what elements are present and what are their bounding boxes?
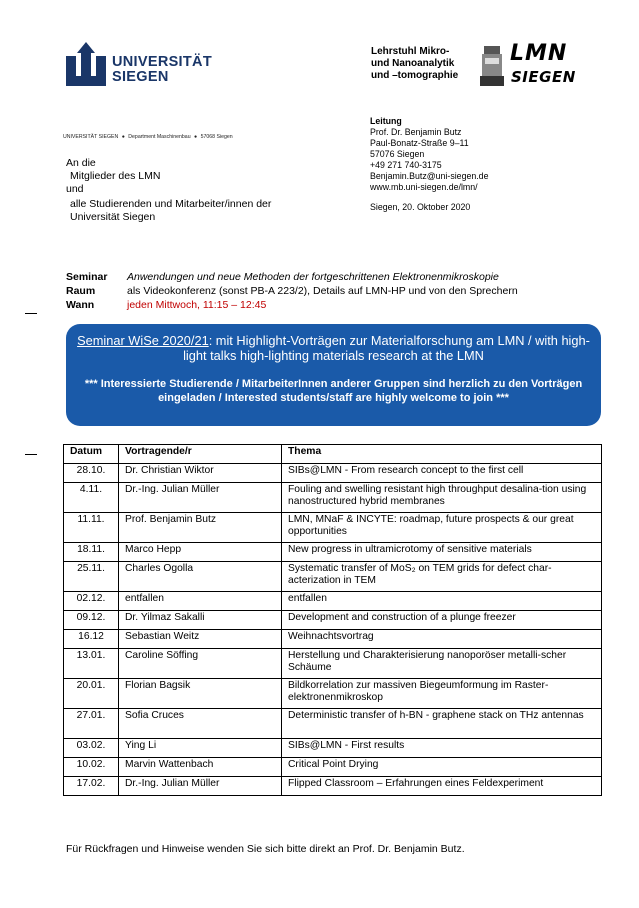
header-date: Datum — [64, 445, 119, 464]
header-topic: Thema — [282, 445, 602, 464]
table-row — [64, 464, 602, 483]
contact-email[interactable]: Benjamin.Butz@uni-siegen.de — [370, 171, 489, 181]
seminar-meta — [66, 270, 518, 312]
cell-speaker: Dr. Yilmaz Sakalli — [119, 611, 282, 630]
meta-row-raum — [66, 284, 518, 298]
meta-label: Seminar — [66, 271, 108, 283]
cell-date: 11.11. — [64, 513, 119, 543]
bullet-icon: ● — [194, 134, 198, 140]
sender-line — [63, 134, 233, 140]
university-logo — [64, 42, 224, 90]
address-line: Universität Siegen — [70, 211, 156, 223]
meta-label: Raum — [66, 285, 96, 297]
meta-value: als Videokonferenz (sonst PB-A 223/2), Details auf LMN-HP und von den Sprechern — [127, 285, 518, 297]
cell-date: 17.02. — [64, 777, 119, 796]
cell-speaker: entfallen — [119, 592, 282, 611]
address-line: Mitglieder des LMN — [70, 170, 161, 182]
cell-topic: LMN, MNaF & INCYTE: roadmap, future prospects & our great opportunities — [282, 513, 602, 543]
logo-word-universitaet: UNIVERSITÄT — [112, 54, 212, 70]
cell-speaker: Florian Bagsik — [119, 679, 282, 709]
cell-speaker: Sofia Cruces — [119, 709, 282, 739]
cell-date: 16.12 — [64, 630, 119, 649]
cell-speaker: Caroline Söffing — [119, 649, 282, 679]
cell-date: 25.11. — [64, 562, 119, 592]
contact-heading: Leitung — [370, 116, 402, 126]
letter-date: Siegen, 20. Oktober 2020 — [370, 202, 471, 212]
cell-topic: Systematic transfer of MoS₂ on TEM grids for defect char-acterization in TEM — [282, 562, 602, 592]
cell-speaker: Ying Li — [119, 739, 282, 758]
table-row — [64, 679, 602, 709]
banner-note: *** Interessierte Studierende / MitarbeiterInnen anderer Gruppen sind herzlich zu den Vorträgen eingeladen / Interested students/staff are highly welcome to join *** — [84, 378, 583, 404]
cell-speaker: Prof. Benjamin Butz — [119, 513, 282, 543]
chair-line: und –tomographie — [371, 70, 459, 81]
table-row — [64, 611, 602, 630]
university-emblem-icon — [64, 42, 108, 90]
table-row — [64, 649, 602, 679]
sender-department: Department Maschinenbau — [128, 134, 191, 140]
table-row — [64, 562, 602, 592]
meta-row-wann — [66, 298, 518, 312]
cell-topic: Fouling and swelling resistant high throughput desalina-tion using nanostructured hybrid membranes — [282, 483, 602, 513]
table-row — [64, 543, 602, 562]
cell-topic: Bildkorrelation zur massiven Biegeumformung im Raster-elektronenmikroskop — [282, 679, 602, 709]
cell-speaker: Marvin Wattenbach — [119, 758, 282, 777]
cell-topic: Critical Point Drying — [282, 758, 602, 777]
cell-date: 02.12. — [64, 592, 119, 611]
seminar-banner — [66, 324, 601, 426]
table-row — [64, 739, 602, 758]
table-row — [64, 777, 602, 796]
cell-speaker: Charles Ogolla — [119, 562, 282, 592]
table-row — [64, 483, 602, 513]
address-line: alle Studierenden und Mitarbeiter/innen der — [70, 198, 272, 210]
header-speaker: Vortragende/r — [119, 445, 282, 464]
cell-date: 27.01. — [64, 709, 119, 739]
sender-postcode: 57068 Siegen — [200, 134, 233, 140]
fold-mark — [25, 454, 37, 455]
table-row — [64, 709, 602, 739]
cell-date: 4.11. — [64, 483, 119, 513]
contact-web[interactable]: www.mb.uni-siegen.de/lmn/ — [370, 182, 478, 192]
banner-title-underlined: Seminar WiSe 2020/21 — [77, 333, 209, 348]
schedule-table — [63, 444, 602, 796]
cell-date: 28.10. — [64, 464, 119, 483]
bullet-icon: ● — [121, 134, 125, 140]
table-row — [64, 592, 602, 611]
cell-topic: entfallen — [282, 592, 602, 611]
address-line: und — [66, 183, 84, 195]
chair-line: und Nanoanalytik — [371, 58, 455, 69]
cell-topic: Deterministic transfer of h-BN - graphene stack on THz antennas — [282, 709, 602, 739]
banner-title — [76, 334, 591, 363]
cell-date: 20.01. — [64, 679, 119, 709]
sender-university: UNIVERSITÄT SIEGEN — [63, 134, 119, 140]
chair-line: Lehrstuhl Mikro- — [371, 46, 450, 57]
table-header-row — [64, 445, 602, 464]
cell-date: 09.12. — [64, 611, 119, 630]
lmn-logo — [478, 41, 578, 90]
banner-title-rest: : mit Highlight-Vorträgen zur Materialforschung am LMN / with high-light talks high-lighting materials research at the LMN — [183, 333, 590, 363]
cell-speaker: Dr.-Ing. Julian Müller — [119, 483, 282, 513]
cell-topic: SIBs@LMN - From research concept to the first cell — [282, 464, 602, 483]
cell-speaker: Dr.-Ing. Julian Müller — [119, 777, 282, 796]
lmn-logo-text: LMN — [510, 41, 568, 66]
cell-topic: Flipped Classroom – Erfahrungen eines Feldexperiment — [282, 777, 602, 796]
address-line: An die — [66, 157, 96, 169]
cell-speaker: Sebastian Weitz — [119, 630, 282, 649]
cell-topic: SIBs@LMN - First results — [282, 739, 602, 758]
table-row — [64, 758, 602, 777]
cell-topic: New progress in ultramicrotomy of sensitive materials — [282, 543, 602, 562]
table-row — [64, 630, 602, 649]
table-row — [64, 513, 602, 543]
meta-row-seminar — [66, 270, 518, 284]
fold-mark — [25, 313, 37, 314]
contact-city: 57076 Siegen — [370, 149, 425, 159]
cell-speaker: Marco Hepp — [119, 543, 282, 562]
lmn-logo-subtext: SIEGEN — [511, 68, 576, 86]
meta-label: Wann — [66, 299, 95, 311]
contact-name: Prof. Dr. Benjamin Butz — [370, 127, 462, 137]
cell-date: 18.11. — [64, 543, 119, 562]
meta-value: jeden Mittwoch, 11:15 – 12:45 — [127, 299, 267, 311]
logo-word-siegen: SIEGEN — [112, 69, 169, 85]
recipient-address — [66, 157, 271, 224]
cell-topic: Development and construction of a plunge freezer — [282, 611, 602, 630]
cell-date: 13.01. — [64, 649, 119, 679]
chair-name — [371, 46, 481, 82]
cell-date: 10.02. — [64, 758, 119, 777]
footer-note: Für Rückfragen und Hinweise wenden Sie sich bitte direkt an Prof. Dr. Benjamin Butz. — [66, 843, 465, 855]
contact-phone: +49 271 740-3175 — [370, 160, 442, 170]
cell-speaker: Dr. Christian Wiktor — [119, 464, 282, 483]
cell-topic: Herstellung und Charakterisierung nanoporöser metalli-scher Schäume — [282, 649, 602, 679]
contact-block — [370, 116, 488, 213]
contact-street: Paul-Bonatz-Straße 9–11 — [370, 138, 469, 148]
cell-date: 03.02. — [64, 739, 119, 758]
cell-topic: Weihnachtsvortrag — [282, 630, 602, 649]
meta-value: Anwendungen und neue Methoden der fortgeschrittenen Elektronenmikroskopie — [127, 271, 499, 283]
